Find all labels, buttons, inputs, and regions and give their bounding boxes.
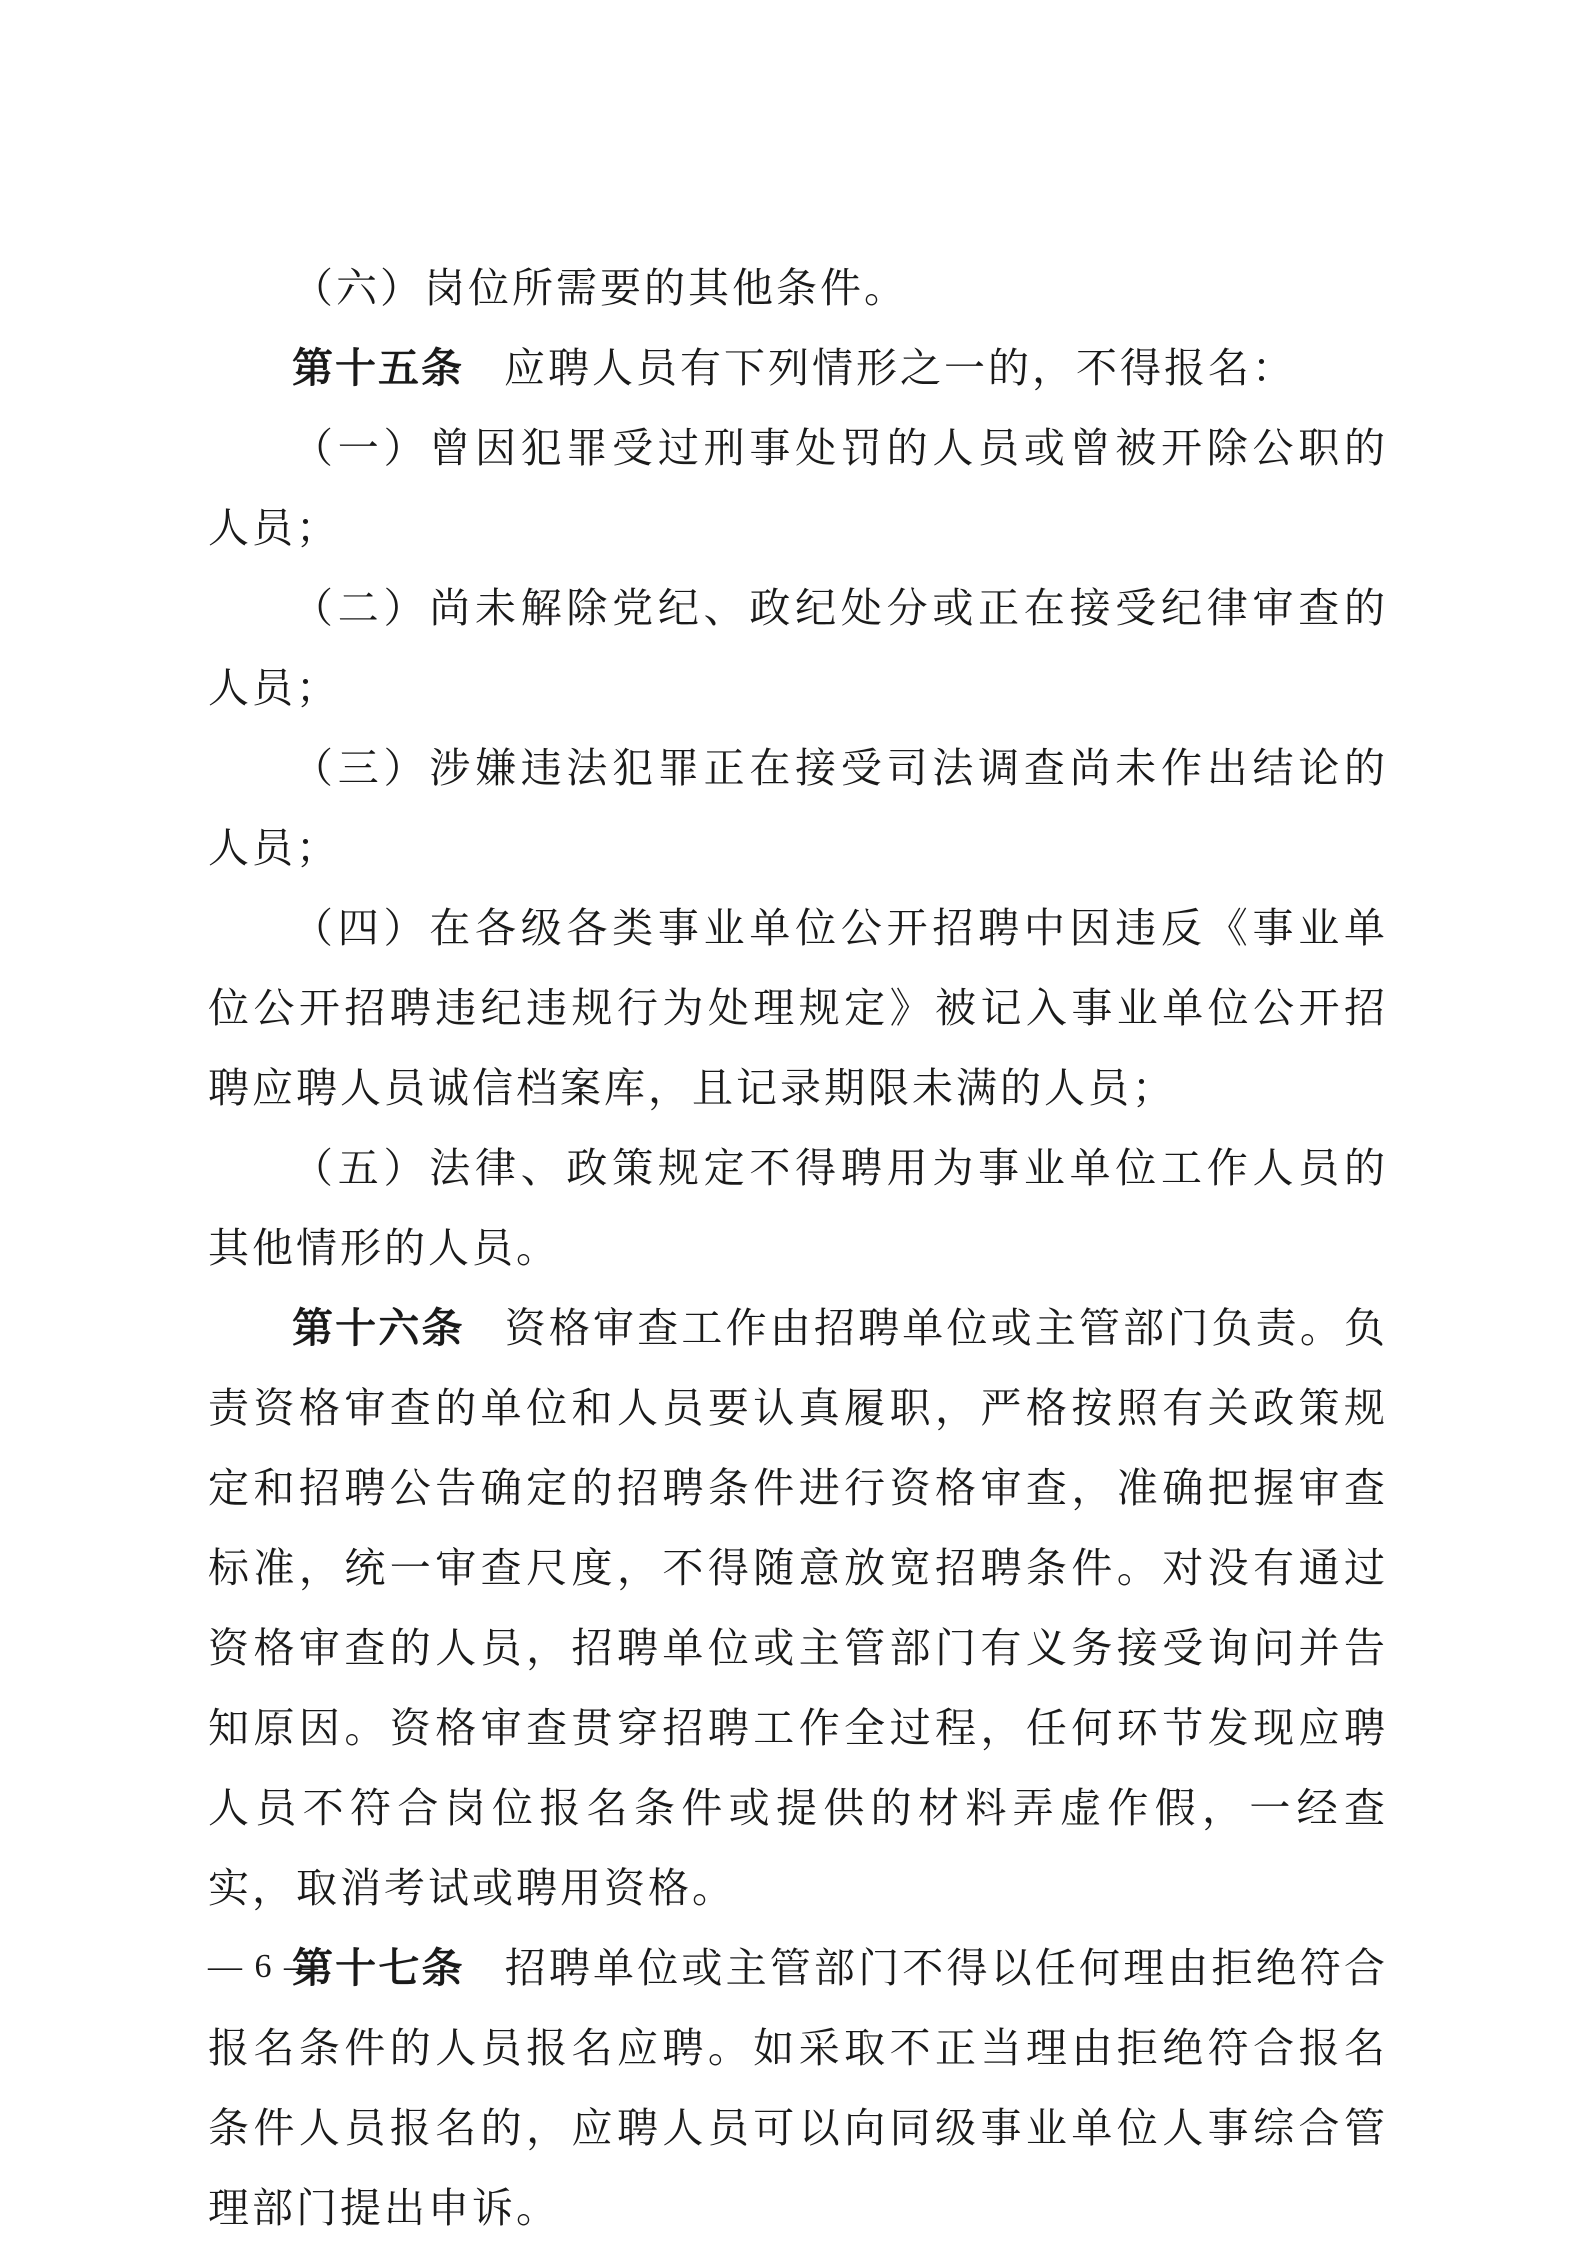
paragraph-text: （六）岗位所需要的其他条件。 — [292, 264, 908, 312]
article-15-item-1 — [208, 408, 1388, 568]
paragraph-text: 招聘单位或主管部门不得以任何理由拒绝符合报名条件的人员报名应聘。如采取不正当理由拒绝符合报名条件人员报名的，应聘人员可以向同级事业单位人事综合管理部门提出申诉。 — [208, 1944, 1389, 2232]
article-16-heading: 第十六条 — [292, 1304, 465, 1352]
article-17-heading: 第十七条 — [292, 1944, 465, 1992]
article-15-item-2 — [208, 568, 1388, 728]
paragraph-text: 应聘人员有下列情形之一的，不得报名： — [504, 344, 1296, 392]
paragraph-text: （四）在各级各类事业单位公开招聘中因违反《事业单位公开招聘违纪违规行为处理规定》被记入事业单位公开招聘应聘人员诚信档案库，且记录期限未满的人员； — [208, 904, 1388, 1112]
article-15-item-4 — [208, 888, 1388, 1128]
article-15-heading: 第十五条 — [292, 344, 464, 392]
paragraph-text: （二）尚未解除党纪、政纪处分或正在接受纪律审查的人员； — [208, 584, 1388, 712]
page-number: — 6 — — [208, 1948, 320, 1985]
paragraph-text: （五）法律、政策规定不得聘用为事业单位工作人员的其他情形的人员。 — [208, 1144, 1388, 1272]
article-15-paragraph — [208, 328, 1388, 408]
clause-six-paragraph — [208, 248, 1388, 328]
article-15-item-3 — [208, 728, 1388, 888]
article-17-paragraph — [208, 1928, 1388, 2248]
paragraph-text: （三）涉嫌违法犯罪正在接受司法调查尚未作出结论的人员； — [208, 744, 1388, 872]
paragraph-text: （一）曾因犯罪受过刑事处罚的人员或曾被开除公职的人员； — [208, 424, 1388, 552]
paragraph-text: 资格审查工作由招聘单位或主管部门负责。负责资格审查的单位和人员要认真履职，严格按照有关政策规定和招聘公告确定的招聘条件进行资格审查，准确把握审查标准，统一审查尺度，不得随意放宽招聘条件。对没有通过资格审查的人员，招聘单位或主管部门有义务接受询问并告知原因。资格审查贯穿招聘工作全过程，任何环节发现应聘人员不符合岗位报名条件或提供的材料弄虚作假，一经查实，取消考试或聘用资格。 — [208, 1304, 1389, 1912]
article-15-item-5 — [208, 1128, 1388, 1288]
article-16-paragraph — [208, 1288, 1388, 1928]
document-body — [208, 248, 1388, 2248]
